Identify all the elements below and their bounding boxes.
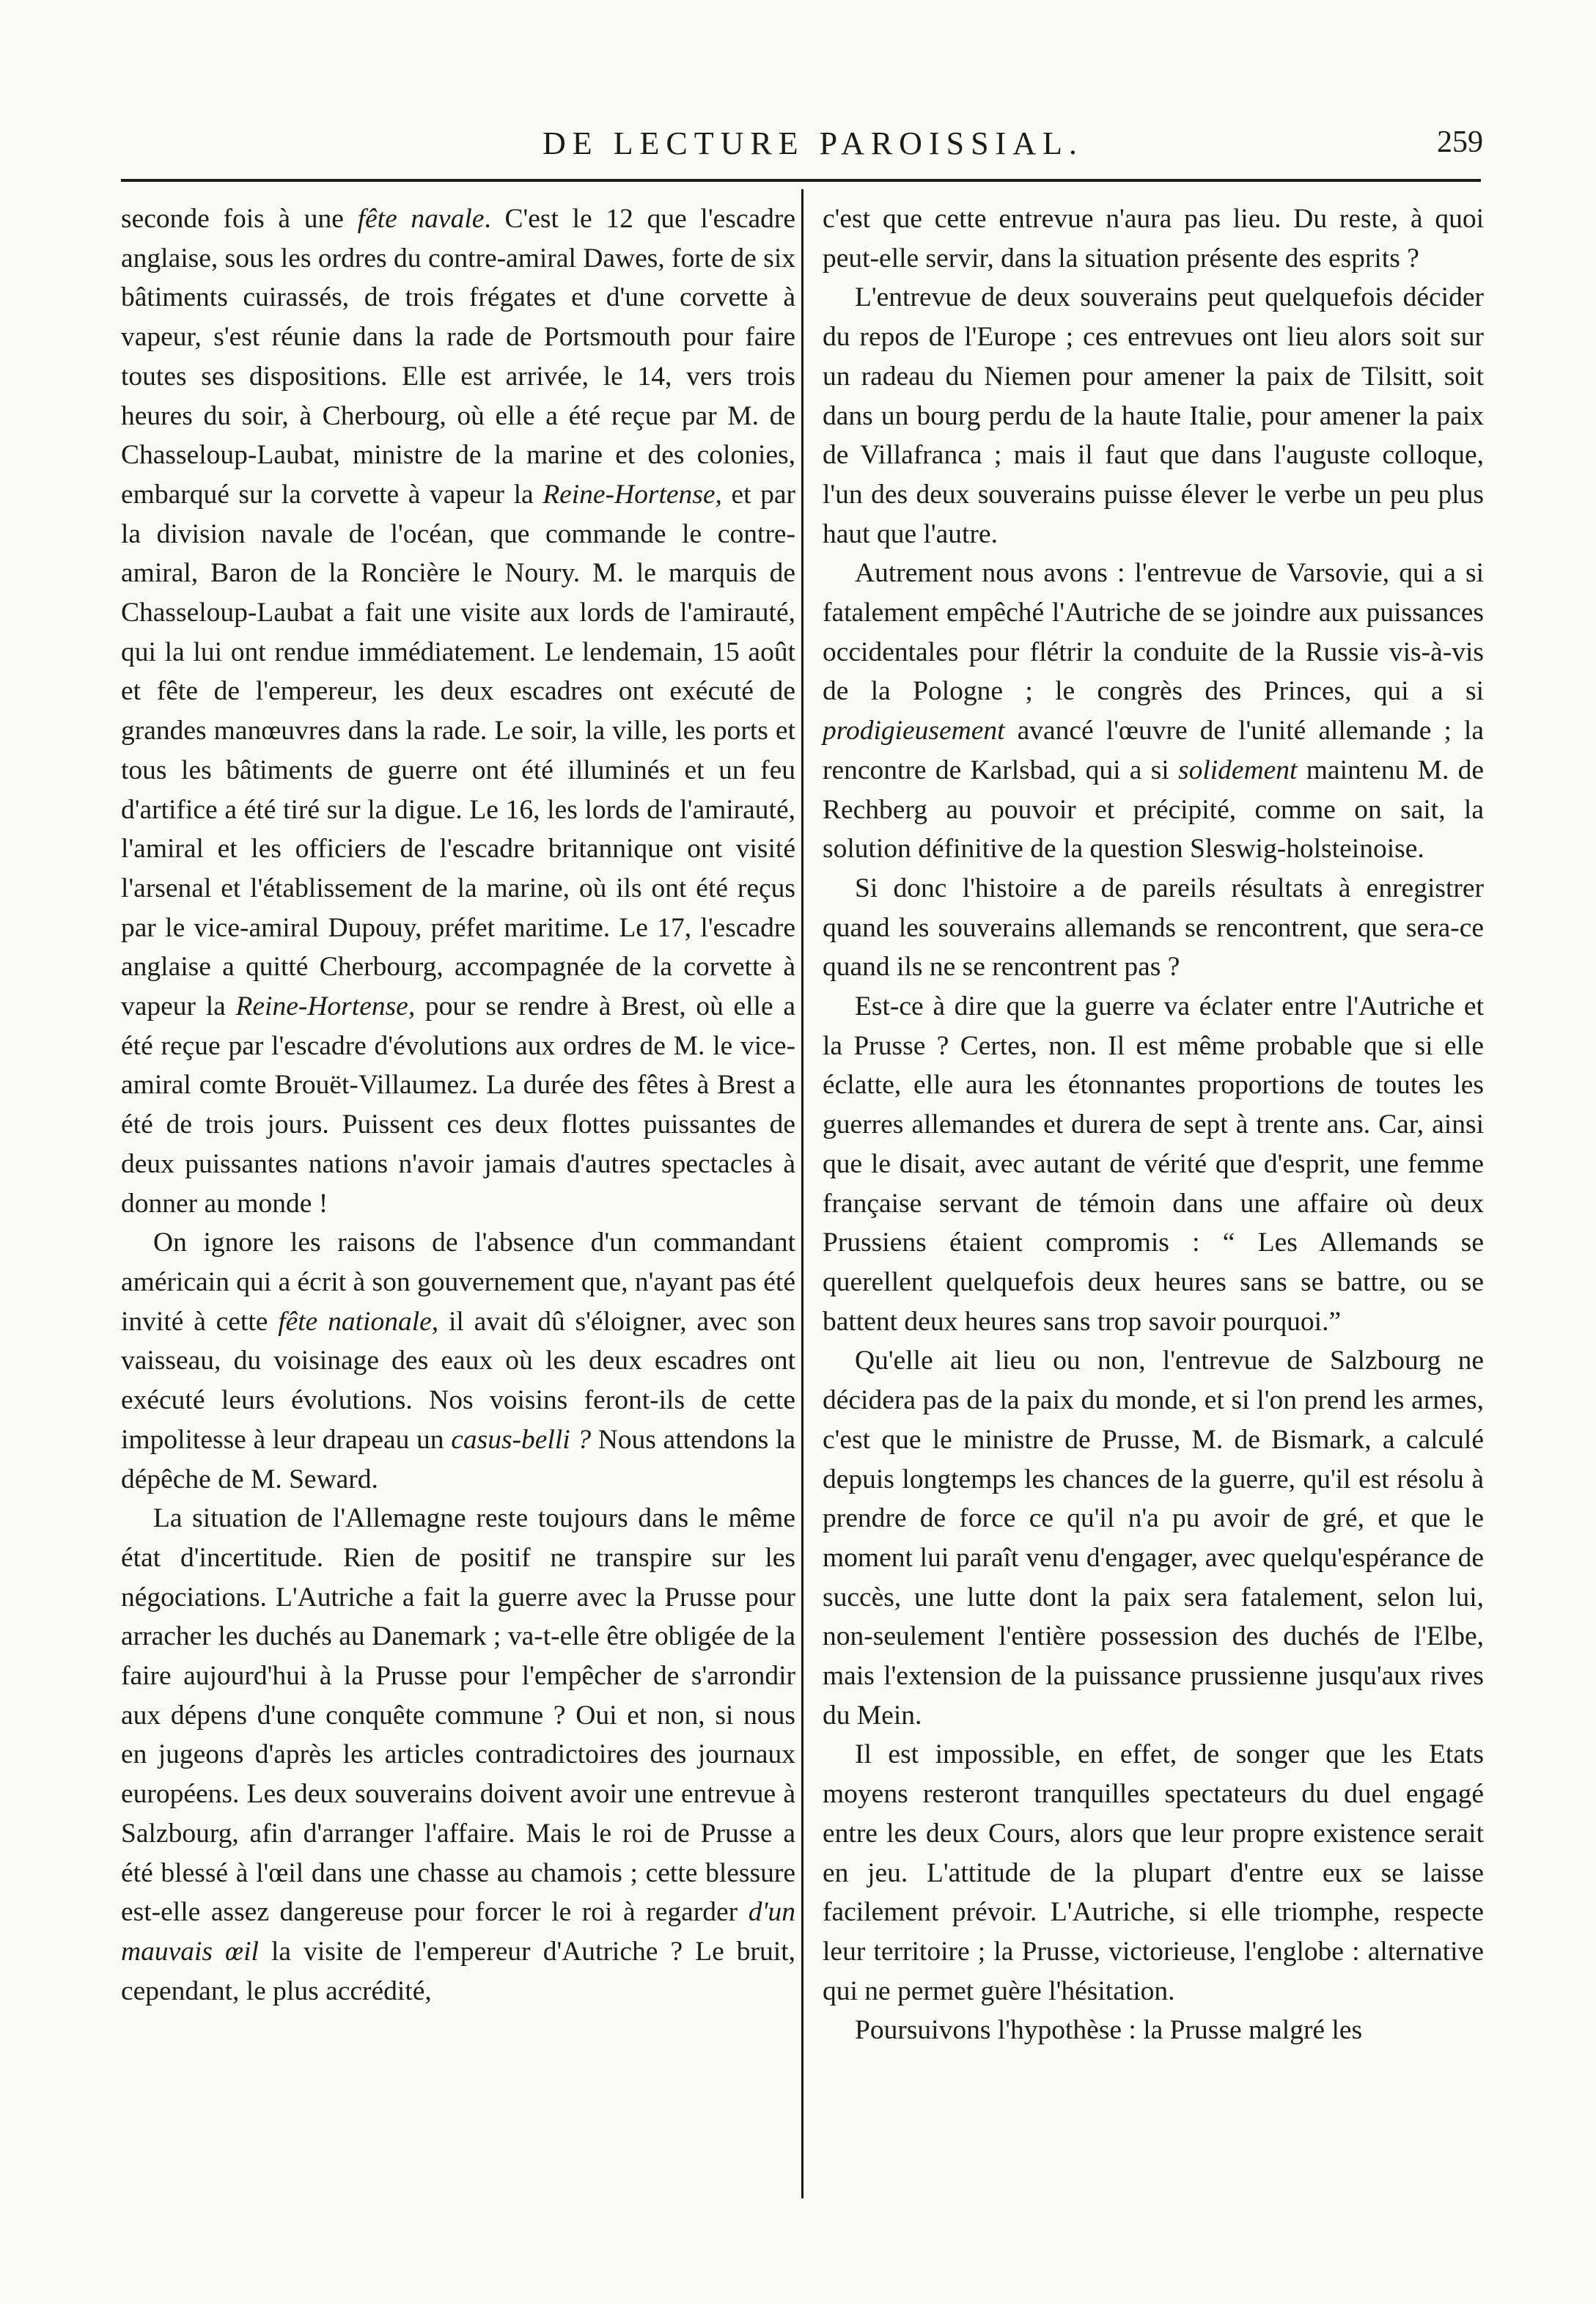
paragraph <box>823 1735 1484 2011</box>
text-run: Si donc l'histoire a de pareils résultats à enregistrer quand les souverains allemands se rencontrent, que sera-ce quand ils ne se rencontrent pas ? <box>823 873 1484 983</box>
paragraph <box>823 869 1484 987</box>
italic-text: solidement <box>1178 755 1298 785</box>
text-run: Poursuivons l'hypothèse : la Prusse malgré les <box>855 2015 1363 2046</box>
italic-text: prodigieusement <box>823 716 1005 746</box>
italic-text: fête nationale, <box>278 1306 439 1337</box>
paragraph <box>823 2011 1484 2050</box>
italic-text: Reine-Hortense, <box>543 479 722 510</box>
paragraph <box>823 278 1484 554</box>
paragraph <box>121 199 795 1223</box>
text-run: seconde fois à une <box>121 204 358 234</box>
text-run: pour se rendre à Brest, où elle a été reçue par l'escadre d'évolutions aux ordres de M. le vice-amiral comte Brouët-Villaumez. La durée des fêtes à Brest a été de trois jours. Puissent ces deux flottes puissantes de deux puissantes nations n'avoir jamais d'autres spectacles à donner au monde ! <box>121 991 796 1219</box>
text-run: la visite de l'empereur d'Autriche ? Le bruit, cependant, le plus accrédité, <box>121 1936 795 2006</box>
paragraph <box>121 1499 795 2011</box>
text-run: il avait dû s'éloigner, avec son vaisseau, du voisinage des eaux où les deux escadres ont exécuté leurs évolutions. Nos voisins feront-ils de cette impolitesse à leur drapeau un <box>121 1306 795 1455</box>
paragraph <box>121 1223 795 1499</box>
text-run: Il est impossible, en effet, de songer que les Etats moyens resteront tranquilles spectateurs du duel engagé entre les deux Cours, alors que leur propre existence serait en jeu. L'attitude de la plupart d'entre eux se laisse facilement prévoir. L'Autriche, si elle triomphe, respecte leur territoire ; la Prusse, victorieuse, l'englobe : alternative qui ne permet guère l'hésitation. <box>823 1739 1484 2006</box>
italic-text: casus-belli ? <box>451 1424 592 1455</box>
text-run: c'est que cette entrevue n'aura pas lieu. Du reste, à quoi peut-elle servir, dans la situation présente des esprits ? <box>823 204 1484 274</box>
right-column <box>823 199 1484 2050</box>
text-run: Nous attendons la dépêche de M. Seward. <box>121 1424 795 1494</box>
text-run: On ignore les raisons de l'absence d'un commandant américain qui a écrit à son gouvernement que, n'ayant pas été invité à cette <box>121 1228 795 1337</box>
page-header <box>0 125 1596 176</box>
left-column <box>121 199 795 2011</box>
header-rule <box>121 179 1481 182</box>
text-run: et par la division navale de l'océan, que commande le contre-amiral, Baron de la Roncière le Noury. M. le marquis de Chasseloup-Laubat a fait une visite aux lords de l'amirauté, qui la lui ont rendue immédiatement. Le lendemain, 15 août et fête de l'empereur, les deux escadres ont exécuté de grandes manœuvres dans la rade. Le soir, la ville, les ports et tous les bâtiments de guerre ont été illuminés et un feu d'artifice a été tiré sur la digue. Le 16, les lords de l'amirauté, l'amiral et les officiers de l'escadre britannique ont visité l'arsenal et l'établissement de la marine, où ils ont été reçus par le vice-amiral Dupouy, préfet maritime. Le 17, l'escadre anglaise a quitté Cherbourg, accompagnée de la corvette à vapeur la <box>121 479 795 1022</box>
text-run: maintenu M. de Rechberg au pouvoir et précipité, comme on sait, la solution définitive de la question Sleswig-holsteinoise. <box>823 755 1484 865</box>
italic-text: d'un mauvais œil <box>121 1897 795 1967</box>
italic-text: Reine-Hortense, <box>235 991 416 1022</box>
text-run: Qu'elle ait lieu ou non, l'entrevue de Salzbourg ne décidera pas de la paix du monde, et si l'on prend les armes, c'est que le ministre de Prusse, M. de Bismark, a calculé depuis longtemps les chances de la guerre, qu'il est résolu à prendre de force ce qu'il n'a pu avoir de gré, et que le moment lui paraît venu d'engager, avec quelqu'espérance de succès, une lutte dont la paix sera fatalement, selon lui, non-seulement l'entière possession des duchés de l'Elbe, mais l'extension de la puissance prussienne jusqu'aux rives du Mein. <box>823 1346 1484 1731</box>
text-run: avancé l'œuvre de l'unité allemande ; la rencontre de Karlsbad, qui a si <box>823 716 1484 785</box>
text-run: La situation de l'Allemagne reste toujours dans le même état d'incertitude. Rien de positif ne transpire sur les négociations. L'Autriche a fait la guerre avec la Prusse pour arracher les duchés au Danemark ; va-t-elle être obligée de la faire aujourd'hui à la Prusse pour l'empêcher de s'arrondir aux dépens d'une conquête commune ? Oui et non, si nous en jugeons d'après les articles contradictoires des journaux européens. Les deux souverains doivent avoir une entrevue à Salzbourg, afin d'arranger l'affaire. Mais le roi de Prusse a été blessé à l'œil dans une chasse au chamois ; cette blessure est-elle assez dangereuse pour forcer le roi à regarder <box>121 1503 795 1928</box>
page-number: 259 <box>1437 125 1483 159</box>
column-divider <box>801 189 803 2198</box>
text-run: . C'est le 12 que l'escadre anglaise, sous les ordres du contre-amiral Dawes, forte de six bâtiments cuirassés, de trois frégates et d'une corvette à vapeur, s'est réunie dans la rade de Portsmouth pour faire toutes ses dispositions. Elle est arrivée, le 14, vers trois heures du soir, à Cherbourg, où elle a été reçue par M. de Chasseloup-Laubat, ministre de la marine et des colonies, embarqué sur la corvette à vapeur la <box>121 204 795 510</box>
paragraph <box>823 199 1484 278</box>
running-title: DE LECTURE PAROISSIAL. <box>543 125 1084 161</box>
italic-text: fête navale <box>357 204 485 234</box>
text-run: Est-ce à dire que la guerre va éclater entre l'Autriche et la Prusse ? Certes, non. Il est même probable que si elle éclatte, elle aura les étonnantes proportions de toutes les guerres allemandes et durera de sept à trente ans. Car, ainsi que le disait, avec autant de vérité que d'esprit, une femme française servant de témoin dans une affaire où deux Prussiens étaient compromis : “ Les Allemands se querellent quelquefois deux heures sans se battre, ou se battent deux heures sans trop savoir pourquoi.” <box>823 991 1484 1337</box>
paragraph <box>823 987 1484 1341</box>
text-run: L'entrevue de deux souverains peut quelquefois décider du repos de l'Europe ; ces entrevues ont lieu alors soit sur un radeau du Niemen pour amener la paix de Tilsitt, soit dans un bourg perdu de la haute Italie, pour amener la paix de Villafranca ; mais il faut que dans l'auguste colloque, l'un des deux souverains puisse élever le verbe un peu plus haut que l'autre. <box>823 282 1484 549</box>
text-run: Autrement nous avons : l'entrevue de Varsovie, qui a si fatalement empêché l'Autriche de se joindre aux puissances occidentales pour flétrir la conduite de la Russie vis-à-vis de la Pologne ; le congrès des Princes, qui a si <box>823 558 1484 707</box>
paragraph <box>823 554 1484 869</box>
paragraph <box>823 1341 1484 1735</box>
